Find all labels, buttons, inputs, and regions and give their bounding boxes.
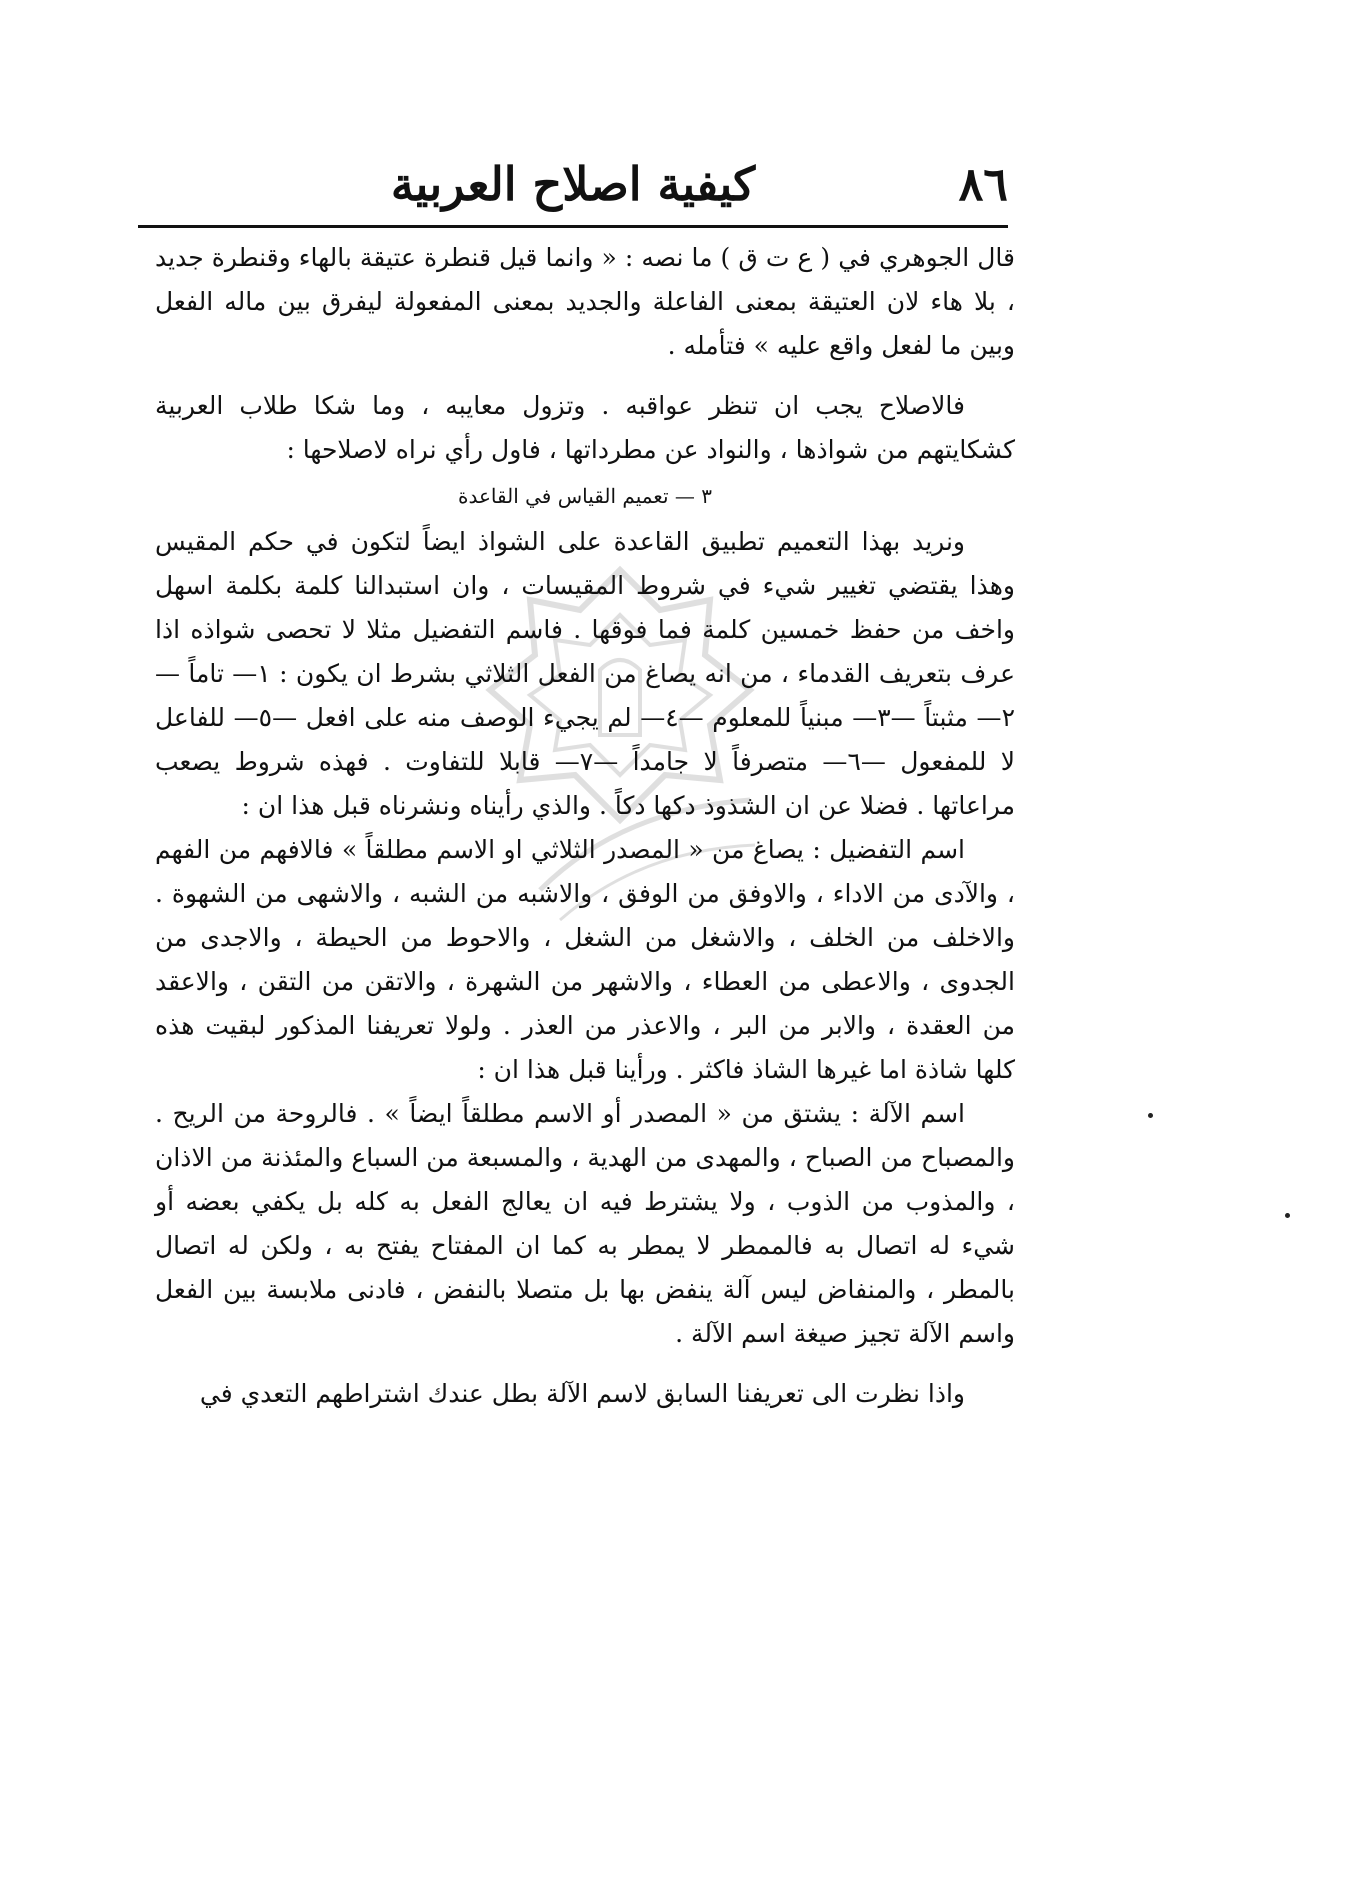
paragraph-2: فالاصلاح يجب ان تنظر عواقبه . وتزول معايبه ، وما شكا طلاب العربية كشكايتهم من شواذها ، والنواد عن مطرداتها ، فاول رأي نراه لاصلاحها : xyxy=(155,391,1015,464)
section-heading: ٣ — تعميم القياس في القاعدة xyxy=(458,484,712,508)
section-paragraph-4: واذا نظرت الى تعريفنا السابق لاسم الآلة بطل عندك اشتراطهم التعدي في xyxy=(199,1379,965,1408)
scan-speck xyxy=(1285,1213,1290,1218)
paragraph-1: قال الجوهري في ( ع ت ق ) ما نصه : « وانما قيل قنطرة عتيقة بالهاء وقنطرة جديد ، بلا هاء لان العتيقة بمعنى الفاعلة والجديد بمعنى المفعولة ليفرق بين ماله الفعل وبين ما لفعل واقع عليه » فتأمله . xyxy=(155,243,1015,360)
scan-speck xyxy=(1148,1113,1153,1118)
header-rule xyxy=(138,225,1008,228)
running-title: كيفية اصلاح العربية xyxy=(390,157,756,211)
page-header xyxy=(138,150,1008,220)
section-paragraph-2: اسم التفضيل : يصاغ من « المصدر الثلاثي او الاسم مطلقاً » فالافهم من الفهم ، والآدى من الاداء ، والاوفق من الوفق ، والاشبه من الشبه ، والاشهى من الشهوة . والاخلف من الخلف ، والاشغل من الشغل ، والاحوط من الحيطة ، والاجدى من الجدوى ، والاعطى من العطاء ، والاشهر من الشهرة ، والاتقن من التقن ، والاعقد من العقدة ، والابر من البر ، والاعذر من العذر . ولولا تعريفنا المذكور لبقيت هذه كلها شاذة اما غيرها الشاذ فاكثر . ورأينا قبل هذا ان : xyxy=(155,835,1015,1084)
page-number: ٨٦ xyxy=(958,157,1008,211)
body-text xyxy=(155,236,1015,1416)
section-paragraph-3: اسم الآلة : يشتق من « المصدر أو الاسم مطلقاً ايضاً » . فالروحة من الريح . والمصباح من الصباح ، والمهدى من الهدية ، والمسبعة من السباع والمئذنة من الاذان ، والمذوب من الذوب ، ولا يشترط فيه ان يعالج الفعل به كله بل يكفي بعضه أو شيء له اتصال به فالممطر لا يمطر به كما ان المفتاح يفتح به ، ولكن له اتصال بالمطر ، والمنفاض ليس آلة ينفض بها بل متصلا بالنفض ، فادنى ملابسة بين الفعل واسم الآلة تجيز صيغة اسم الآلة . xyxy=(155,1099,1015,1348)
section-paragraph-1: ونريد بهذا التعميم تطبيق القاعدة على الشواذ ايضاً لتكون في حكم المقيس وهذا يقتضي تغيير شيء في شروط المقيسات ، وان استبدالنا كلمة بكلمة اسهل واخف من حفظ خمسين كلمة فما فوقها . فاسم التفضيل مثلا لا تحصى شواذه اذا عرف بتعريف القدماء ، من انه يصاغ من الفعل الثلاثي بشرط ان يكون : ١— تاماً —٢— مثبتاً —٣— مبنياً للمعلوم —٤— لم يجيء الوصف منه على افعل —٥— للفاعل لا للمفعول —٦— متصرفاً لا جامداً —٧— قابلا للتفاوت . فهذه شروط يصعب مراعاتها . فضلا عن ان الشذوذ دكها دكاً . والذي رأيناه ونشرناه قبل هذا ان : xyxy=(155,527,1015,820)
